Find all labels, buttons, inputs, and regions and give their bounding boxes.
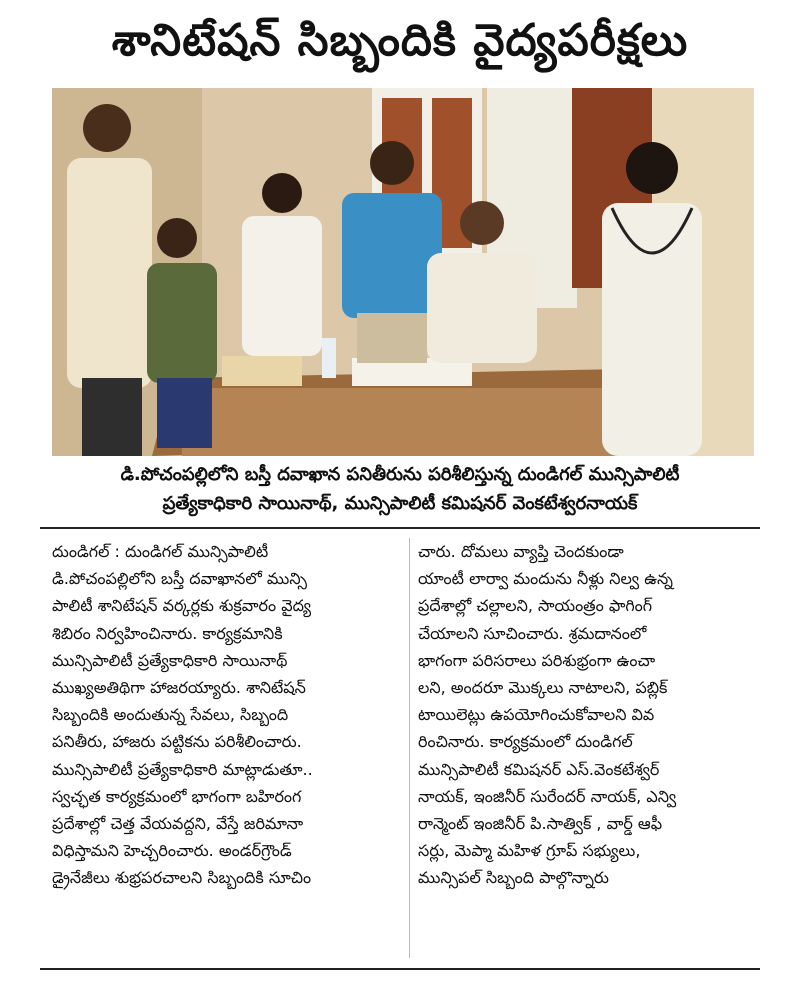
body-line: మున్సిపాలిటీ ప్రత్యేకాధికారి మాట్లాడుతూ.. — [52, 759, 313, 779]
body-line: దుండిగల్ : దుండిగల్ మున్సిపాలిటీ — [52, 542, 269, 561]
body-line: డ్రైనేజీలు శుభ్రపరచాలని సిబ్బందికి సూచిం — [52, 868, 312, 888]
body-line: పాలిటీ శానిటేషన్ వర్కర్లకు శుక్రవారం వైద్య — [52, 596, 312, 616]
body-line: సిబ్బందికి అందుతున్న సేవలు, సిబ్బంది — [52, 705, 289, 725]
body-column-right — [418, 538, 772, 892]
body-line: పనితీరు, హాజరు పట్టికను పరిశీలించారు. — [52, 732, 302, 752]
body-line: విధిస్తామని హెచ్చరించారు. అండర్‌గ్రౌండ్ — [52, 841, 292, 861]
body-line: చారు. దోమలు వ్యాప్తి చెందకుండా — [418, 542, 624, 561]
headline: శానిటేషన్ సిబ్బందికి వైద్యపరీక్షలు — [111, 15, 689, 66]
body-line: స్వచ్ఛత కార్యక్రమంలో భాగంగా బహిరంగ — [52, 786, 302, 806]
body-line: టాయిలెట్లు ఉపయోగించుకోవాలని వివ — [418, 705, 655, 725]
body-line: డి.పోచంపల్లిలోని బస్తీ దవాఖానలో మున్సి — [52, 569, 307, 589]
body-line: భాగంగా పరిసరాలు పరిశుభ్రంగా ఉంచా — [418, 650, 656, 670]
column-divider — [409, 538, 410, 958]
body-line: రించినారు. కార్యక్రమంలో దుండిగల్ — [418, 732, 633, 752]
news-photo — [52, 88, 754, 456]
caption-line: ప్రత్యేకాధికారి సాయినాథ్, మున్సిపాలిటీ కమిషనర్ వెంకటేశ్వరనాయక్ — [162, 493, 638, 514]
body-line: చేయాలని సూచించారు. శ్రమదానంలో — [418, 623, 647, 643]
body-line: సర్లు, మెప్మా మహిళ గ్రూప్ సభ్యులు, — [418, 841, 641, 861]
body-line: రాన్మెంట్ ఇంజినీర్ పి.సాత్విక్ , వార్డ్ ఆఫీ — [418, 814, 663, 834]
body-line: ప్రదేశాల్లో చల్లాలని, సాయంత్రం ఫాగింగ్ — [418, 596, 653, 616]
body-column-left — [52, 538, 406, 892]
photo-caption — [40, 460, 760, 522]
body-line: నాయక్, ఇంజినీర్ సురేందర్ నాయక్, ఎన్వి — [418, 786, 677, 806]
body-line: ప్రదేశాల్లో చెత్త వేయవద్దని, వేస్తే జరిమానా — [52, 814, 304, 834]
body-line: శిబిరం నిర్వహించినారు. కార్యక్రమానికి — [52, 623, 283, 643]
body-line: మున్సిపాలిటీ ప్రత్యేకాధికారి సాయినాథ్ — [52, 650, 288, 670]
caption-line: డి.పోచంపల్లిలోని బస్తీ దవాఖాన పనితీరును పరిశీలిస్తున్న దుండిగల్ మున్సిపాలిటీ — [120, 464, 680, 485]
body-line: లని, అందరూ మొక్కలు నాటాలని, పబ్లిక్ — [418, 678, 668, 698]
caption-rule — [40, 527, 760, 529]
body-line: ముఖ్యఅతిథిగా హాజరయ్యారు. శానిటేషన్ — [52, 678, 306, 698]
body-line: మున్సిపాలిటీ కమిషనర్ ఎస్.వెంకటేశ్వర్ — [418, 759, 660, 779]
body-line: మున్సిపల్ సిబ్బంది పాల్గొన్నారు — [418, 868, 609, 888]
bottom-rule — [40, 968, 760, 970]
body-line: యాంటీ లార్వా మందును నీళ్లు నిల్వ ఉన్న — [418, 569, 673, 589]
photo-illustration — [52, 88, 754, 456]
